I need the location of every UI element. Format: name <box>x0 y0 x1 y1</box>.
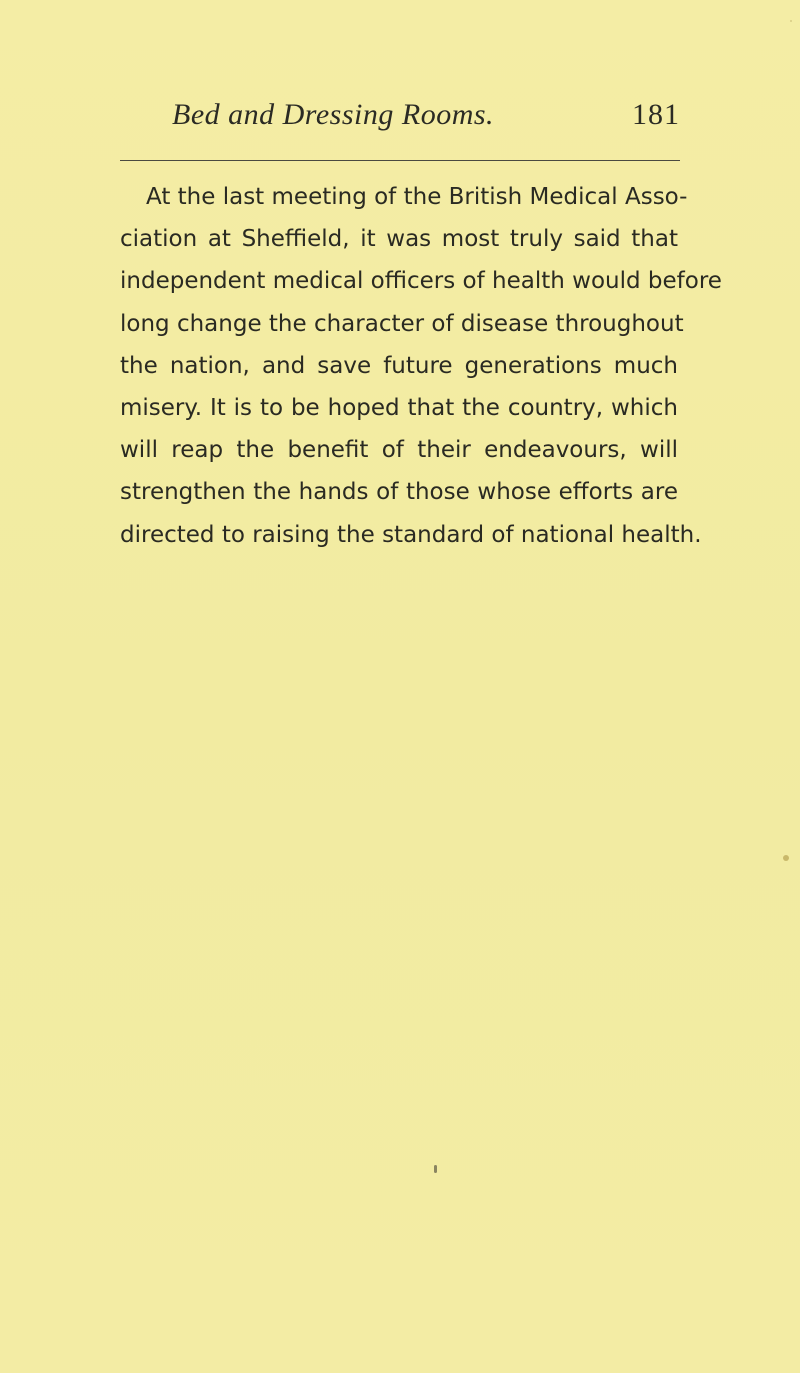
paper-speck <box>783 855 789 861</box>
text-line: directed to raising the standard of national health. <box>120 521 702 548</box>
paper-speck <box>790 20 792 22</box>
header-rule <box>120 160 680 161</box>
text-line: independent medical officers of health would before <box>120 268 722 295</box>
text-line: long change the character of disease throughout <box>120 310 684 337</box>
text-line: misery. It is to be hoped that the country, which <box>120 394 678 421</box>
paper-speck <box>434 1165 437 1173</box>
text-line: the nation, and save future generations much <box>120 352 678 379</box>
text-line: strengthen the hands of those whose efforts are <box>120 479 678 506</box>
text-line: ciation at Sheffield, it was most truly said that <box>120 226 678 253</box>
running-title: Bed and Dressing Rooms. <box>172 98 495 131</box>
page-header <box>120 92 680 142</box>
text-line: At the last meeting of the British Medical Asso- <box>146 184 688 210</box>
text-line: will reap the benefit of their endeavours, will <box>120 437 678 464</box>
body-paragraph <box>120 176 722 556</box>
page-number: 181 <box>632 98 680 131</box>
